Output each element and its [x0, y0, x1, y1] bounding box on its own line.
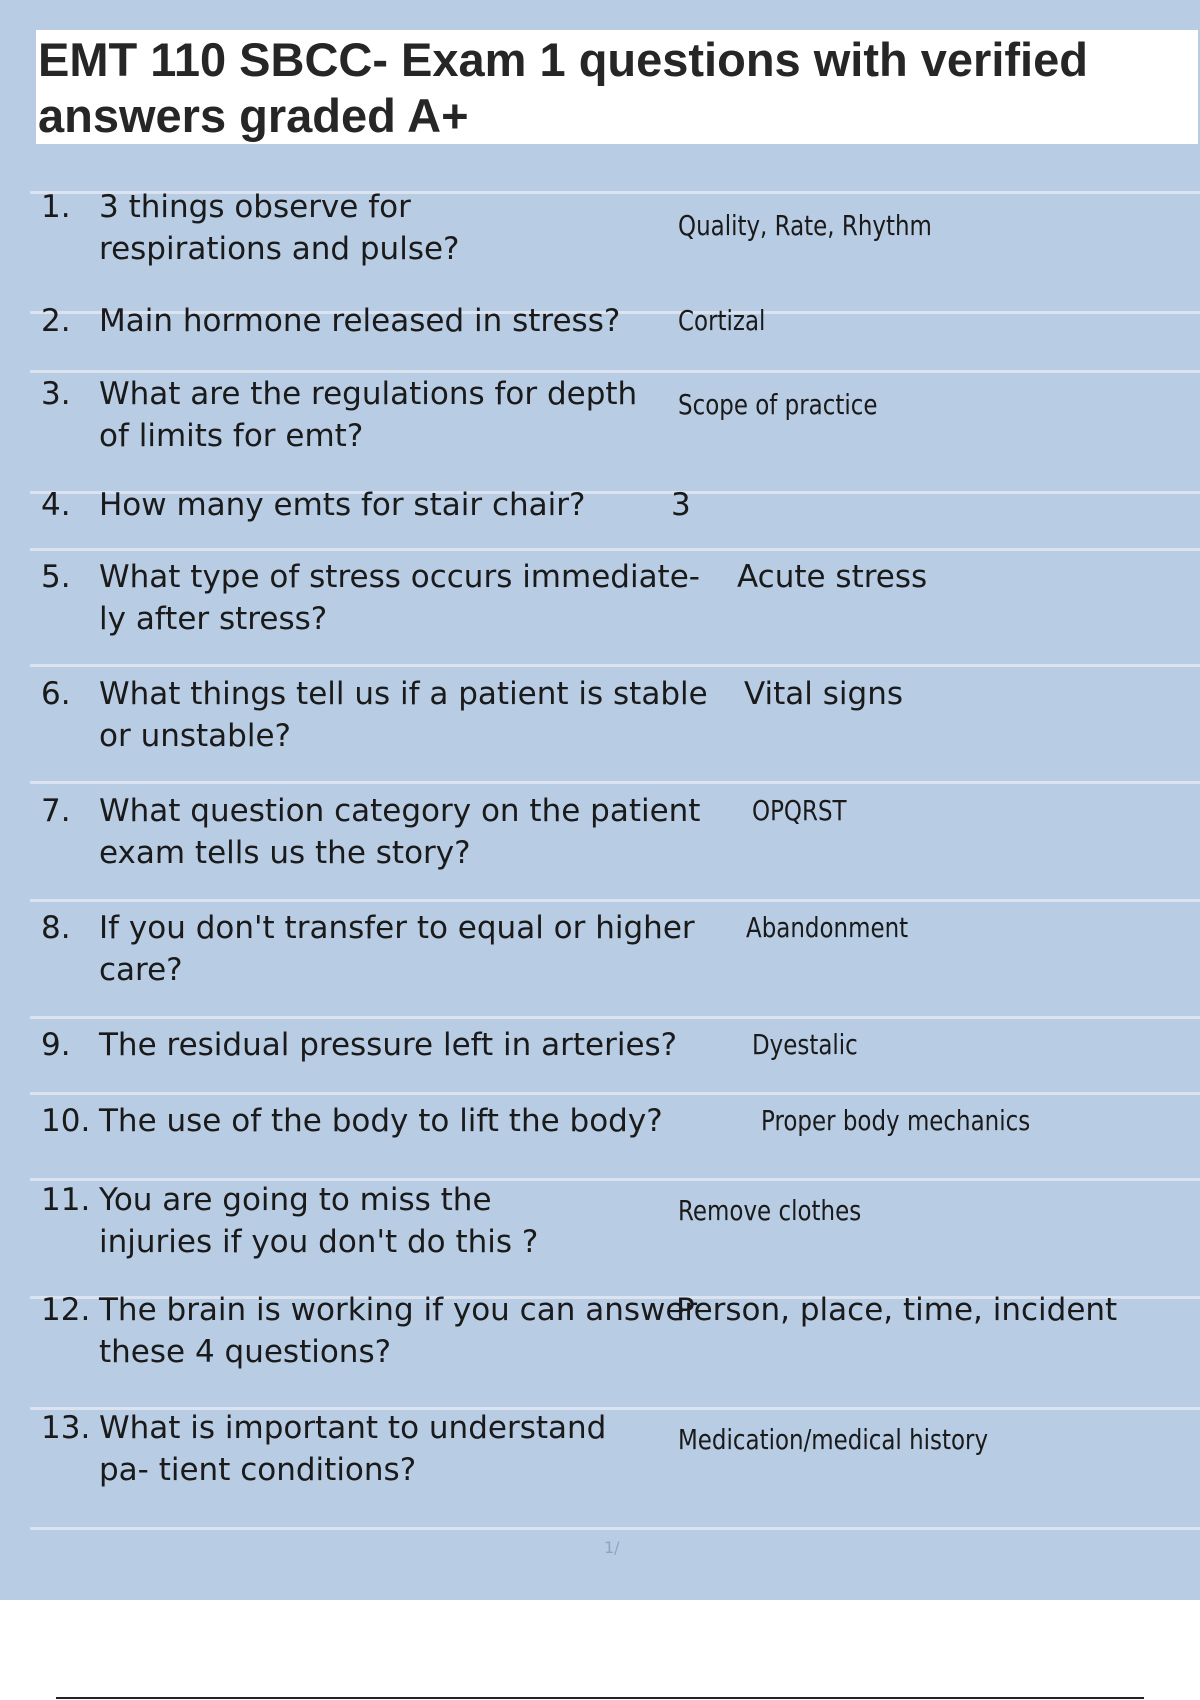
question-line: exam tells us the story? — [99, 835, 471, 871]
question-number: 9. — [41, 1027, 71, 1063]
answer-text: 3 — [671, 487, 691, 523]
question-text — [99, 673, 708, 757]
answer-text: Acute stress — [737, 559, 928, 595]
question-number: 6. — [41, 676, 71, 712]
document-title-line-1: EMT 110 SBCC- Exam 1 questions with verified — [38, 33, 1088, 86]
question-text — [99, 1407, 606, 1491]
question-line: 3 things observe for — [99, 189, 411, 225]
question-text — [99, 484, 585, 526]
question-line: care? — [99, 952, 183, 988]
question-line: The use of the body to lift the body? — [99, 1103, 663, 1139]
answer-text: Scope of practice — [678, 388, 878, 421]
question-number: 2. — [41, 303, 71, 339]
answer-text: Vital signs — [744, 676, 903, 712]
question-line: pa- tient conditions? — [99, 1452, 417, 1488]
question-number: 5. — [41, 559, 71, 595]
answer-text: Proper body mechanics — [761, 1104, 1031, 1137]
question-text — [99, 373, 637, 457]
question-line: of limits for emt? — [99, 418, 364, 454]
closing-divider — [30, 1527, 1200, 1530]
question-line: How many emts for stair chair? — [99, 487, 586, 523]
question-line: ly after stress? — [99, 601, 328, 637]
answer-text: Remove clothes — [678, 1194, 862, 1227]
qa-row — [30, 487, 1200, 550]
answer-text: Person, place, time, incident — [676, 1292, 1118, 1328]
question-number: 8. — [41, 910, 71, 946]
qa-row — [30, 1407, 1200, 1530]
question-line: injuries if you don't do this ? — [99, 1224, 539, 1260]
question-line: What type of stress occurs immediate- — [99, 559, 700, 595]
question-text — [99, 907, 695, 991]
title-box — [36, 30, 1198, 144]
qa-row — [30, 899, 1200, 1018]
qa-row — [30, 303, 1200, 372]
answer-text: Cortizal — [678, 304, 766, 337]
answer-text: OPQRST — [752, 794, 847, 827]
question-number: 3. — [41, 376, 71, 412]
question-text — [99, 1024, 677, 1066]
question-number: 10. — [41, 1103, 91, 1139]
question-line: What question category on the patient — [99, 793, 701, 829]
question-number: 12. — [41, 1292, 91, 1328]
qa-row — [30, 1016, 1200, 1094]
document-title-line-2: answers graded A+ — [38, 89, 469, 142]
question-number: 11. — [41, 1182, 91, 1218]
qa-row — [30, 781, 1200, 901]
bottom-rule — [56, 1697, 1144, 1699]
qa-row — [30, 370, 1200, 493]
question-text — [99, 790, 700, 874]
qa-row — [30, 1292, 1200, 1409]
question-line: What are the regulations for depth — [99, 376, 638, 412]
question-number: 13. — [41, 1410, 91, 1446]
answer-text: Abandonment — [746, 911, 909, 944]
question-text — [99, 300, 620, 342]
question-number: 1. — [41, 189, 71, 225]
qa-row — [30, 1178, 1200, 1298]
question-line: You are going to miss the — [99, 1182, 492, 1218]
page-number: 1/ — [604, 1538, 620, 1557]
question-text — [99, 1100, 663, 1142]
answer-text: Dyestalic — [752, 1028, 858, 1061]
qa-row — [30, 191, 1200, 312]
question-text — [99, 186, 460, 270]
qa-row — [30, 1092, 1200, 1180]
question-line: respirations and pulse? — [99, 231, 460, 267]
qa-row — [30, 548, 1200, 665]
question-number: 7. — [41, 793, 71, 829]
question-text — [99, 1179, 538, 1263]
question-line: What things tell us if a patient is stable — [99, 676, 708, 712]
question-text — [99, 1289, 697, 1373]
answer-text: Quality, Rate, Rhythm — [678, 209, 932, 242]
question-line: If you don't transfer to equal or higher — [99, 910, 695, 946]
question-line: Main hormone released in stress? — [99, 303, 621, 339]
question-line: or unstable? — [99, 718, 291, 754]
question-text — [99, 556, 700, 640]
question-line: The residual pressure left in arteries? — [99, 1027, 678, 1063]
answer-text: Medication/medical history — [678, 1423, 989, 1456]
question-line: The brain is working if you can answer — [99, 1292, 698, 1328]
qa-row — [30, 664, 1200, 783]
question-number: 4. — [41, 487, 71, 523]
question-line: these 4 questions? — [99, 1334, 392, 1370]
question-line: What is important to understand — [99, 1410, 607, 1446]
